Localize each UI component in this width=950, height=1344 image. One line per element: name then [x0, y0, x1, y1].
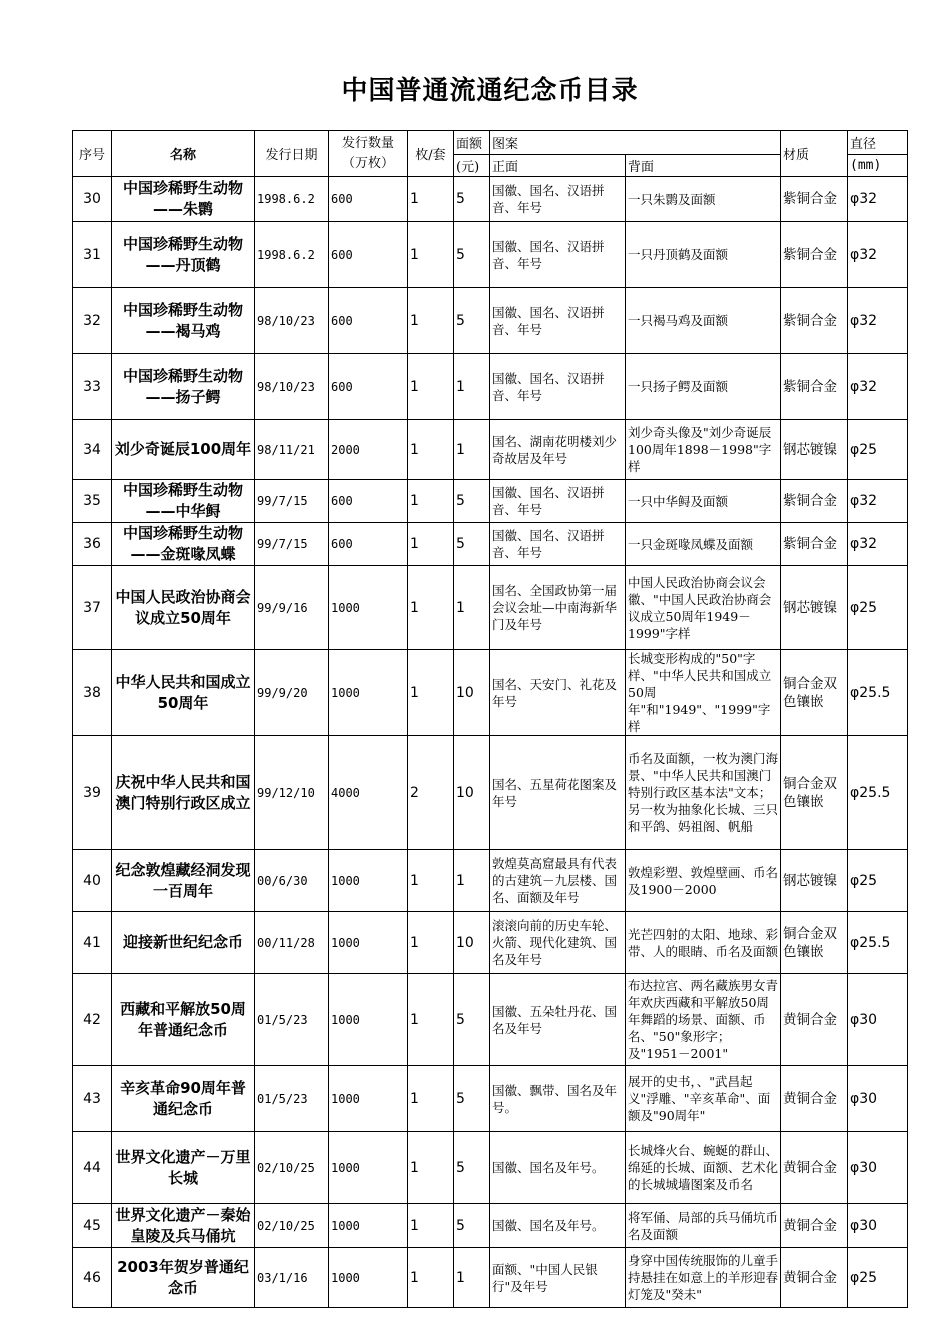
issue-quantity: 1000	[329, 1066, 408, 1132]
reverse-design: 一只金斑喙凤蝶及面额	[626, 523, 781, 566]
header-quantity: 发行数量（万枚）	[329, 131, 408, 177]
face-value: 1	[454, 1248, 490, 1308]
issue-quantity: 4000	[329, 736, 408, 850]
page-title: 中国普通流通纪念币目录	[341, 76, 639, 106]
pieces-per-set: 1	[408, 1066, 454, 1132]
issue-date: 99/9/16	[255, 566, 329, 650]
table-row	[73, 1066, 908, 1132]
material: 紫铜合金	[781, 222, 848, 288]
material: 铜合金双色镶嵌	[781, 912, 848, 974]
pieces-per-set: 1	[408, 1132, 454, 1204]
obverse-design: 国徽、国名、汉语拼音、年号	[490, 177, 626, 222]
diameter: φ25	[848, 566, 908, 650]
face-value: 1	[454, 420, 490, 480]
row-number: 41	[73, 912, 112, 974]
obverse-design: 滚滚向前的历史车轮、火箭、现代化建筑、国名及年号	[490, 912, 626, 974]
material: 黄铜合金	[781, 974, 848, 1066]
issue-date: 1998.6.2	[255, 177, 329, 222]
face-value: 1	[454, 850, 490, 912]
issue-quantity: 1000	[329, 566, 408, 650]
table-row	[73, 288, 908, 354]
diameter: φ30	[848, 1066, 908, 1132]
face-value: 5	[454, 1204, 490, 1248]
row-number: 31	[73, 222, 112, 288]
obverse-design: 国名、全国政协第一届会议会址—中南海新华门及年号	[490, 566, 626, 650]
table-row	[73, 736, 908, 850]
material: 紫铜合金	[781, 480, 848, 523]
face-value: 5	[454, 288, 490, 354]
reverse-design: 光芒四射的太阳、地球、彩带、人的眼睛、币名及面额	[626, 912, 781, 974]
pieces-per-set: 1	[408, 650, 454, 736]
obverse-design: 面额、"中国人民银行"及年号	[490, 1248, 626, 1308]
reverse-design: 一只褐马鸡及面额	[626, 288, 781, 354]
table-row	[73, 222, 908, 288]
issue-quantity: 1000	[329, 1132, 408, 1204]
pieces-per-set: 1	[408, 523, 454, 566]
issue-quantity: 1000	[329, 650, 408, 736]
reverse-design: 一只扬子鳄及面额	[626, 354, 781, 420]
header-per-set: 枚/套	[408, 131, 454, 177]
issue-date: 98/10/23	[255, 288, 329, 354]
diameter: φ30	[848, 1132, 908, 1204]
face-value: 5	[454, 480, 490, 523]
row-number: 43	[73, 1066, 112, 1132]
issue-date: 00/11/28	[255, 912, 329, 974]
issue-quantity: 600	[329, 523, 408, 566]
row-number: 45	[73, 1204, 112, 1248]
header-diameter: 直径	[848, 131, 908, 155]
pieces-per-set: 1	[408, 288, 454, 354]
issue-quantity: 600	[329, 177, 408, 222]
row-number: 38	[73, 650, 112, 736]
reverse-design: 展开的史书，、"武昌起义"浮雕、"辛亥革命"、面额及"90周年"	[626, 1066, 781, 1132]
table-row	[73, 523, 908, 566]
issue-date: 02/10/25	[255, 1132, 329, 1204]
obverse-design: 国名、天安门、礼花及年号	[490, 650, 626, 736]
issue-quantity: 1000	[329, 850, 408, 912]
coin-name: 庆祝中华人民共和国澳门特别行政区成立	[112, 736, 255, 850]
issue-date: 99/7/15	[255, 523, 329, 566]
header-diameter-unit: (mm)	[848, 155, 908, 177]
coin-catalog-table	[72, 130, 908, 1308]
diameter: φ32	[848, 222, 908, 288]
coin-name: 纪念敦煌藏经洞发现一百周年	[112, 850, 255, 912]
reverse-design: 敦煌彩塑、敦煌壁画、币名及1900－2000	[626, 850, 781, 912]
issue-date: 1998.6.2	[255, 222, 329, 288]
diameter: φ25	[848, 850, 908, 912]
issue-quantity: 2000	[329, 420, 408, 480]
obverse-design: 国名、五星荷花图案及年号	[490, 736, 626, 850]
issue-quantity: 1000	[329, 912, 408, 974]
material: 紫铜合金	[781, 354, 848, 420]
issue-date: 98/10/23	[255, 354, 329, 420]
pieces-per-set: 1	[408, 912, 454, 974]
table-row	[73, 566, 908, 650]
obverse-design: 国徽、国名、汉语拼音、年号	[490, 288, 626, 354]
coin-name: 中国珍稀野生动物——朱鹮	[112, 177, 255, 222]
table-row	[73, 974, 908, 1066]
header-face-value: 面额	[454, 131, 490, 155]
issue-date: 00/6/30	[255, 850, 329, 912]
pieces-per-set: 2	[408, 736, 454, 850]
row-number: 46	[73, 1248, 112, 1308]
header-no: 序号	[73, 131, 112, 177]
face-value: 10	[454, 650, 490, 736]
issue-quantity: 600	[329, 480, 408, 523]
reverse-design: 长城变形构成的"50"字样、"中华人民共和国成立50周年"和"1949"、"1999"字样	[626, 650, 781, 736]
material: 钢芯镀镍	[781, 566, 848, 650]
row-number: 34	[73, 420, 112, 480]
reverse-design: 中国人民政治协商会议会徽、"中国人民政治协商会议成立50周年1949－1999"字样	[626, 566, 781, 650]
issue-date: 01/5/23	[255, 1066, 329, 1132]
row-number: 42	[73, 974, 112, 1066]
material: 黄铜合金	[781, 1066, 848, 1132]
reverse-design: 币名及面额，一枚为澳门海景、"中华人民共和国澳门特别行政区基本法"文本；另一枚为抽象化长城、三只和平鸽、妈祖阁、帆船	[626, 736, 781, 850]
issue-date: 98/11/21	[255, 420, 329, 480]
header-back: 背面	[626, 155, 781, 177]
diameter: φ25.5	[848, 912, 908, 974]
header-name: 名称	[112, 131, 255, 177]
obverse-design: 国徽、五朵牡丹花、国名及年号	[490, 974, 626, 1066]
issue-quantity: 1000	[329, 974, 408, 1066]
coin-name: 中华人民共和国成立50周年	[112, 650, 255, 736]
obverse-design: 国徽、国名及年号。	[490, 1204, 626, 1248]
face-value: 10	[454, 736, 490, 850]
diameter: φ25	[848, 420, 908, 480]
diameter: φ32	[848, 288, 908, 354]
table-row	[73, 912, 908, 974]
material: 紫铜合金	[781, 177, 848, 222]
row-number: 35	[73, 480, 112, 523]
obverse-design: 国徽、国名及年号。	[490, 1132, 626, 1204]
reverse-design: 将军俑、局部的兵马俑坑币名及面额	[626, 1204, 781, 1248]
reverse-design: 一只丹顶鹤及面额	[626, 222, 781, 288]
pieces-per-set: 1	[408, 1248, 454, 1308]
issue-date: 99/12/10	[255, 736, 329, 850]
material: 钢芯镀镍	[781, 850, 848, 912]
header-material: 材质	[781, 131, 848, 177]
coin-name: 世界文化遗产－秦始皇陵及兵马俑坑	[112, 1204, 255, 1248]
material: 铜合金双色镶嵌	[781, 736, 848, 850]
pieces-per-set: 1	[408, 177, 454, 222]
row-number: 44	[73, 1132, 112, 1204]
pieces-per-set: 1	[408, 1204, 454, 1248]
header-design: 图案	[490, 131, 781, 155]
header-date: 发行日期	[255, 131, 329, 177]
diameter: φ32	[848, 523, 908, 566]
face-value: 5	[454, 222, 490, 288]
coin-name: 迎接新世纪纪念币	[112, 912, 255, 974]
coin-name: 刘少奇诞辰100周年	[112, 420, 255, 480]
row-number: 40	[73, 850, 112, 912]
material: 铜合金双色镶嵌	[781, 650, 848, 736]
material: 紫铜合金	[781, 288, 848, 354]
issue-date: 99/9/20	[255, 650, 329, 736]
pieces-per-set: 1	[408, 420, 454, 480]
face-value: 5	[454, 523, 490, 566]
material: 紫铜合金	[781, 523, 848, 566]
diameter: φ25.5	[848, 650, 908, 736]
header-front: 正面	[490, 155, 626, 177]
obverse-design: 国徽、飘带、国名及年号。	[490, 1066, 626, 1132]
obverse-design: 国徽、国名、汉语拼音、年号	[490, 523, 626, 566]
issue-date: 01/5/23	[255, 974, 329, 1066]
issue-quantity: 600	[329, 222, 408, 288]
pieces-per-set: 1	[408, 222, 454, 288]
obverse-design: 国徽、国名、汉语拼音、年号	[490, 480, 626, 523]
table-row	[73, 420, 908, 480]
reverse-design: 一只朱鹮及面额	[626, 177, 781, 222]
table-row	[73, 354, 908, 420]
table-row	[73, 1248, 908, 1308]
coin-name: 西藏和平解放50周年普通纪念币	[112, 974, 255, 1066]
face-value: 1	[454, 354, 490, 420]
reverse-design: 一只中华鲟及面额	[626, 480, 781, 523]
coin-name: 中国珍稀野生动物——中华鲟	[112, 480, 255, 523]
coin-name: 世界文化遗产－万里长城	[112, 1132, 255, 1204]
face-value: 5	[454, 177, 490, 222]
diameter: φ30	[848, 974, 908, 1066]
face-value: 5	[454, 974, 490, 1066]
diameter: φ25.5	[848, 736, 908, 850]
table-row	[73, 1204, 908, 1248]
reverse-design: 刘少奇头像及"刘少奇诞辰100周年1898－1998"字样	[626, 420, 781, 480]
face-value: 1	[454, 566, 490, 650]
header-face-unit: (元)	[454, 155, 490, 177]
obverse-design: 敦煌莫高窟最具有代表的古建筑－九层楼、国名、面额及年号	[490, 850, 626, 912]
issue-quantity: 1000	[329, 1248, 408, 1308]
pieces-per-set: 1	[408, 850, 454, 912]
pieces-per-set: 1	[408, 354, 454, 420]
table-row	[73, 850, 908, 912]
table-row	[73, 1132, 908, 1204]
table-row	[73, 177, 908, 222]
diameter: φ32	[848, 480, 908, 523]
pieces-per-set: 1	[408, 480, 454, 523]
coin-name: 2003年贺岁普通纪念币	[112, 1248, 255, 1308]
diameter: φ30	[848, 1204, 908, 1248]
issue-quantity: 1000	[329, 1204, 408, 1248]
issue-quantity: 600	[329, 288, 408, 354]
obverse-design: 国徽、国名、汉语拼音、年号	[490, 222, 626, 288]
issue-quantity: 600	[329, 354, 408, 420]
row-number: 36	[73, 523, 112, 566]
coin-name: 中国珍稀野生动物——丹顶鹤	[112, 222, 255, 288]
material: 黄铜合金	[781, 1132, 848, 1204]
row-number: 30	[73, 177, 112, 222]
row-number: 32	[73, 288, 112, 354]
material: 钢芯镀镍	[781, 420, 848, 480]
face-value: 10	[454, 912, 490, 974]
obverse-design: 国徽、国名、汉语拼音、年号	[490, 354, 626, 420]
diameter: φ25	[848, 1248, 908, 1308]
coin-name: 中国人民政治协商会议成立50周年	[112, 566, 255, 650]
face-value: 5	[454, 1066, 490, 1132]
pieces-per-set: 1	[408, 974, 454, 1066]
row-number: 39	[73, 736, 112, 850]
coin-name: 中国珍稀野生动物——褐马鸡	[112, 288, 255, 354]
material: 黄铜合金	[781, 1204, 848, 1248]
coin-name: 辛亥革命90周年普通纪念币	[112, 1066, 255, 1132]
diameter: φ32	[848, 354, 908, 420]
coin-name: 中国珍稀野生动物——金斑喙凤蝶	[112, 523, 255, 566]
issue-date: 99/7/15	[255, 480, 329, 523]
coin-name: 中国珍稀野生动物——扬子鳄	[112, 354, 255, 420]
issue-date: 03/1/16	[255, 1248, 329, 1308]
material: 黄铜合金	[781, 1248, 848, 1308]
reverse-design: 身穿中国传统服饰的儿童手持悬挂在如意上的羊形迎春灯笼及"癸未"	[626, 1248, 781, 1308]
diameter: φ32	[848, 177, 908, 222]
pieces-per-set: 1	[408, 566, 454, 650]
issue-date: 02/10/25	[255, 1204, 329, 1248]
face-value: 5	[454, 1132, 490, 1204]
row-number: 33	[73, 354, 112, 420]
table-row	[73, 480, 908, 523]
reverse-design: 长城烽火台、蜿蜒的群山、绵延的长城、面额、艺术化的长城城墙图案及币名	[626, 1132, 781, 1204]
obverse-design: 国名、湖南花明楼刘少奇故居及年号	[490, 420, 626, 480]
reverse-design: 布达拉宫、两名藏族男女青年欢庆西藏和平解放50周年舞蹈的场景、面额、币名、"50"象形字；及"1951－2001"	[626, 974, 781, 1066]
table-row	[73, 650, 908, 736]
row-number: 37	[73, 566, 112, 650]
